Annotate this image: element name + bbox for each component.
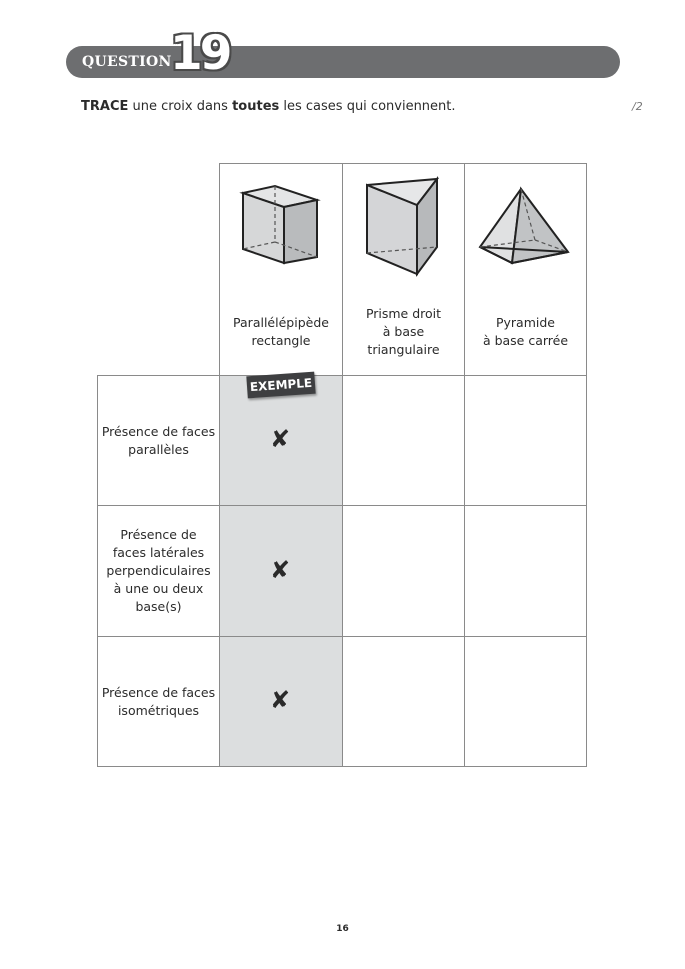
column-header-line: Pyramide — [495, 315, 555, 330]
row-header-line: perpendiculaires — [106, 563, 211, 578]
example-tag: EXEMPLE — [246, 372, 315, 399]
row-header-line: base(s) — [135, 599, 182, 614]
row-header-line: à une ou deux — [113, 581, 204, 596]
column-header-line: rectangle — [251, 333, 311, 348]
row-header-perpendicular-faces — [98, 506, 219, 636]
grid-line — [586, 163, 587, 767]
column-header-parallelepiped — [220, 290, 342, 374]
column-header-line: à base carrée — [482, 333, 569, 348]
answer-cell[interactable] — [343, 637, 464, 766]
page-number: 16 — [336, 924, 349, 934]
instruction-verb: TRACE — [81, 99, 129, 114]
triangular-prism-icon — [362, 175, 444, 280]
answer-cell[interactable] — [465, 637, 586, 766]
column-header-line: à base — [382, 324, 425, 339]
column-header-line: triangulaire — [367, 342, 440, 357]
row-header-line: faces latérales — [112, 545, 205, 560]
grid-line — [219, 163, 587, 164]
answer-mark: ✘ — [270, 556, 291, 584]
square-pyramid-icon — [475, 185, 575, 270]
answer-mark: ✘ — [270, 425, 291, 453]
answer-cell[interactable] — [465, 376, 586, 505]
rectangular-prism-icon — [238, 183, 323, 268]
score-label: /2 — [632, 100, 643, 113]
instruction-part1: une croix dans — [128, 99, 233, 114]
column-header-line: Prisme droit — [365, 306, 442, 321]
row-header-line: parallèles — [128, 441, 189, 457]
column-header-line: Parallélépipède — [233, 315, 329, 330]
instruction — [81, 99, 456, 114]
row-header-isometric-faces — [98, 637, 219, 766]
instruction-emphasis: toutes — [232, 99, 280, 114]
row-header-parallel-faces — [98, 376, 219, 505]
answer-cell[interactable] — [343, 506, 464, 636]
row-header-line: isométriques — [117, 702, 200, 718]
grid-line — [219, 163, 220, 767]
answer-mark: ✘ — [270, 686, 291, 714]
column-header-square-pyramid — [465, 290, 586, 374]
row-header-line: Présence de faces — [101, 684, 216, 700]
question-number: 19 — [170, 26, 230, 81]
question-label: QUESTION — [82, 54, 172, 70]
answer-cell[interactable] — [465, 506, 586, 636]
row-header-line: Présence de faces — [101, 423, 216, 439]
instruction-part2: les cases qui conviennent. — [279, 99, 456, 114]
row-header-line: Présence de — [120, 527, 197, 542]
column-header-triangular-prism — [343, 290, 464, 374]
answer-cell[interactable] — [343, 376, 464, 505]
